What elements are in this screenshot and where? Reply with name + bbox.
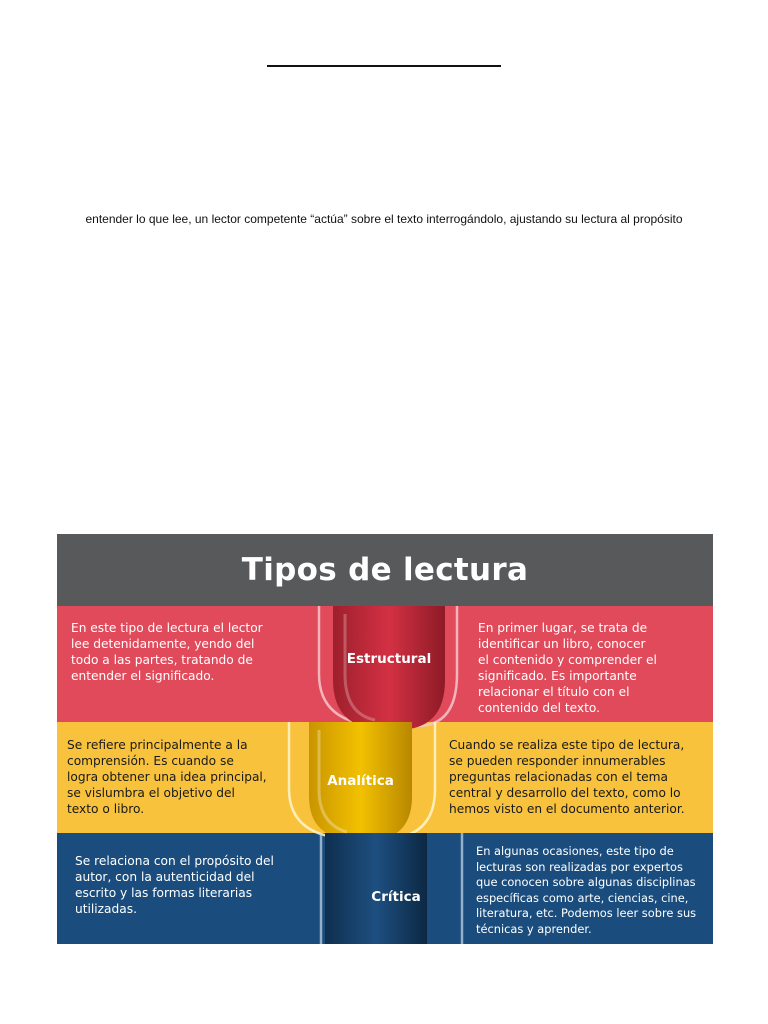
critica-left-text: Se relaciona con el propósito del autor, con la autenticidad del escrito y las formas literarias utilizadas.	[75, 854, 274, 916]
critica-label: Crítica	[371, 889, 421, 905]
analitica-label: Analítica	[327, 773, 394, 789]
estructural-label: Estructural	[346, 651, 432, 667]
analitica-left-text: Se refiere principalmente a la comprensión. Es cuando se logra obtener una idea principal, se vislumbra el objetivo del texto o libro.	[67, 738, 267, 816]
top-rule	[267, 65, 501, 67]
capsule-estructural	[333, 606, 445, 730]
tipos-de-lectura-infographic	[57, 534, 713, 944]
critica-right-text: En algunas ocasiones, este tipo de lecturas son realizadas por expertos que conocen sobre algunas disciplinas específicas como arte, ciencias, cine, literatura, etc. Podemos leer sobre sus técnicas y aprender.	[476, 844, 697, 936]
infographic-title: Tipos de lectura	[57, 534, 713, 606]
analitica-right-text: Cuando se realiza este tipo de lectura, se pueden responder innumerables preguntas relacionadas con el tema central y desarrollo del texto, como lo hemos visto en el documento anterior.	[449, 738, 685, 816]
estructural-right-text: En primer lugar, se trata de identificar un libro, conocer el contenido y comprender el significado. Es importante relacionar el título con el contenido del texto.	[478, 621, 657, 715]
body-text-line: entender lo que lee, un lector competente “actúa” sobre el texto interrogándolo, ajustando su lectura al propósito	[85, 212, 683, 226]
estructural-left-text: En este tipo de lectura el lector lee detenidamente, yendo del todo a las partes, tratando de entender el significado.	[71, 621, 263, 683]
